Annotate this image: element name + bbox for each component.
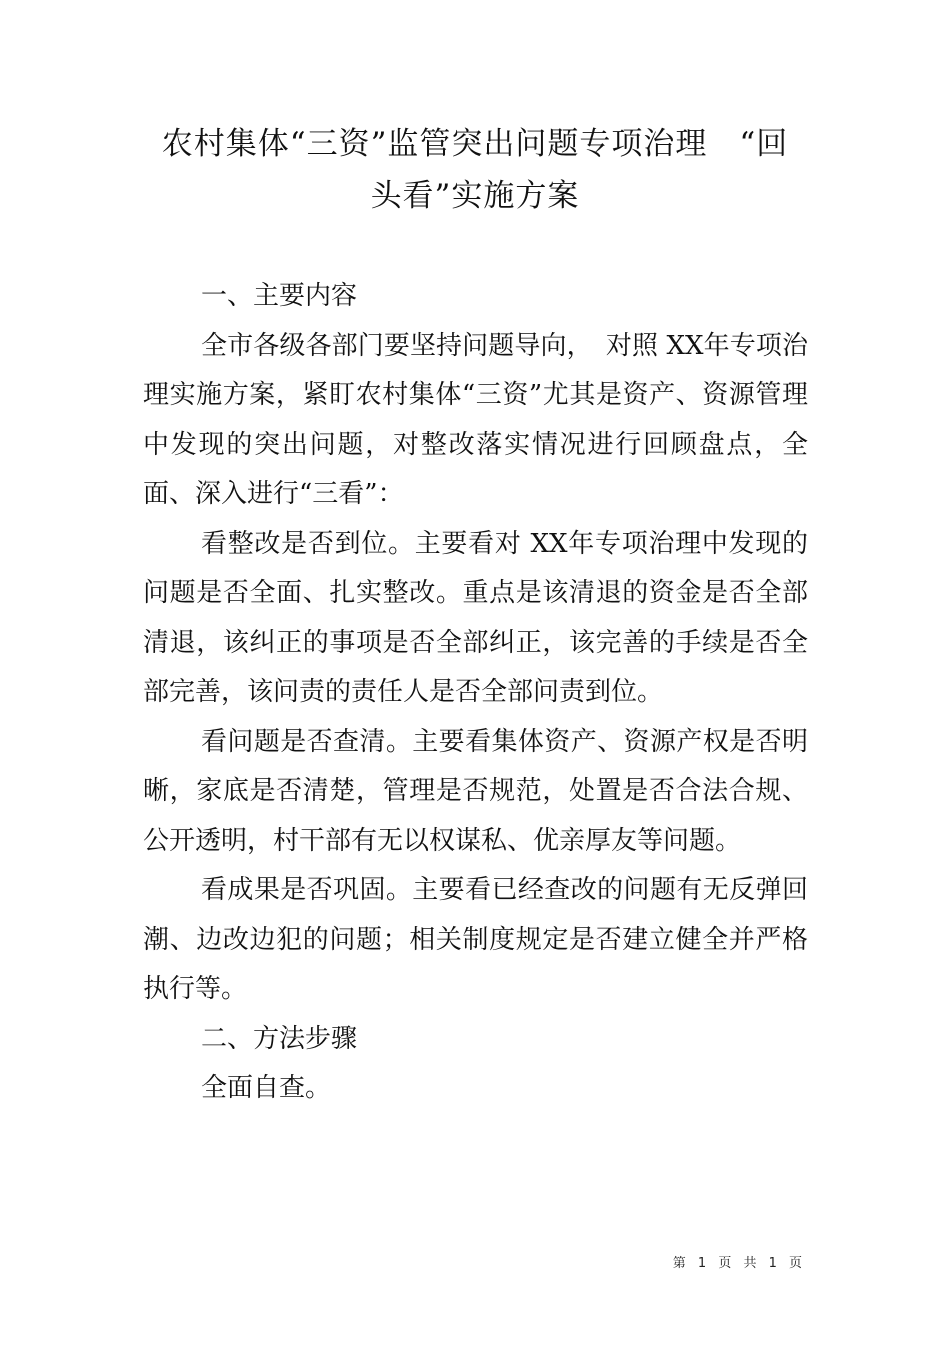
- document-title: [130, 118, 820, 222]
- title-line-2: 头看”实施方案: [370, 178, 580, 214]
- paragraph-results: 看成果是否巩固。主要看已经查改的问题有无反弹回潮、边改边犯的问题；相关制度规定是否建立健全并严格执行等。: [143, 875, 808, 1004]
- paragraph-problems: 看问题是否查清。主要看集体资产、资源产权是否明晰，家底是否清楚，管理是否规范，处置是否合法合规、公开透明，村干部有无以权谋私、优亲厚友等问题。: [143, 726, 808, 856]
- paragraph-intro: 全市各级各部门要坚持问题导向， 对照 XX年专项治理实施方案，紧盯农村集体“三资”尤其是资产、资源管理中发现的突出问题，对整改落实情况进行回顾盘点，全面、深入进行“三看”：: [143, 330, 808, 509]
- paragraph-rectification: 看整改是否到位。主要看对 XX年专项治理中发现的问题是否全面、扎实整改。重点是该清退的资金是否全部清退，该纠正的事项是否全部纠正，该完善的手续是否全部完善，该问责的责任人是否全部问责到位。: [143, 528, 808, 707]
- section-heading-methods: 二、方法步骤: [201, 1023, 358, 1054]
- paragraph-self-check: 全面自查。: [201, 1073, 332, 1103]
- title-line-1: 农村集体“三资”监管突出问题专项治理 “回: [161, 126, 789, 162]
- section-heading-main-content: 一、主要内容: [201, 281, 358, 311]
- document-body: [143, 272, 808, 1114]
- page-number-footer: 第 1 页 共 1 页: [672, 1256, 806, 1271]
